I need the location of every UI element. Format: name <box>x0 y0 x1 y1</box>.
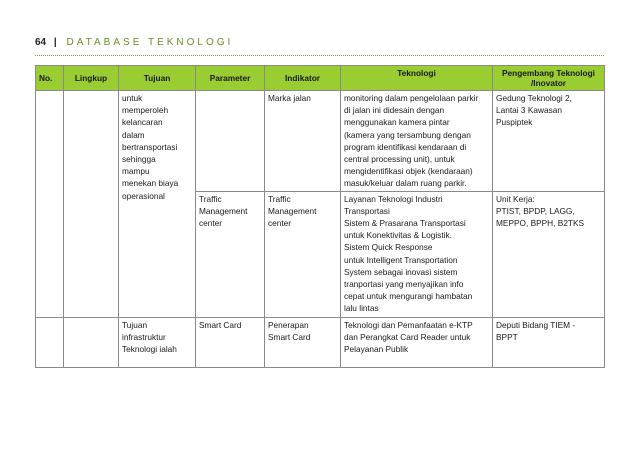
column-header-pengembang: Pengembang Teknologi /Inovator <box>493 66 605 91</box>
cell-lingkup <box>64 317 119 367</box>
cell-no <box>36 317 64 367</box>
cell-indikator: Marka jalan <box>265 91 341 192</box>
cell-tujuan: untuk memperoleh kelancaran dalam bertransportasi sehingga mampu menekan biaya operasional <box>119 91 196 318</box>
column-header-teknologi: Teknologi <box>341 66 493 91</box>
cell-pengembang: Unit Kerja: PTIST, BPDP, LAGG, MEPPO, BPPH, B2TKS <box>493 191 605 317</box>
table-row <box>36 91 605 192</box>
column-header-parameter: Parameter <box>196 66 265 91</box>
cell-teknologi: Layanan Teknologi Industri Transportasi Sistem & Prasarana Transportasi untuk Konektivitas & Logistik. Sistem Quick Response untuk Intelligent Transportation System sebagai inovasi sistem tranportasi yang menyajikan info cepat untuk mengurangi hambatan lalu lintas <box>341 191 493 317</box>
cell-parameter: Smart Card <box>196 317 265 367</box>
table-header-row <box>36 66 605 91</box>
cell-tujuan: Tujuan infrastruktur Teknologi ialah <box>119 317 196 367</box>
cell-no <box>36 91 64 318</box>
cell-teknologi: Teknologi dan Pemanfaatan e-KTP dan Perangkat Card Reader untuk Pelayanan Publik <box>341 317 493 367</box>
technology-table <box>35 65 605 368</box>
column-header-lingkup: Lingkup <box>64 66 119 91</box>
header-separator: | <box>53 37 57 48</box>
document-title: DATABASE TEKNOLOGI <box>66 37 234 48</box>
column-header-indikator: Indikator <box>265 66 341 91</box>
cell-lingkup <box>64 91 119 318</box>
page-number: 64 <box>35 37 47 48</box>
cell-pengembang: Deputi Bidang TIEM - BPPT <box>493 317 605 367</box>
page-header <box>35 37 233 48</box>
cell-indikator: Penerapan Smart Card <box>265 317 341 367</box>
cell-indikator: Traffic Management center <box>265 191 341 317</box>
cell-parameter: Traffic Management center <box>196 191 265 317</box>
table-row <box>36 317 605 367</box>
header-divider <box>35 55 604 56</box>
column-header-tujuan: Tujuan <box>119 66 196 91</box>
cell-parameter <box>196 91 265 192</box>
cell-pengembang: Gedung Teknologi 2, Lantai 3 Kawasan Puspiptek <box>493 91 605 192</box>
column-header-no: No. <box>36 66 64 91</box>
cell-teknologi: monitoring dalam pengelolaan parkir di jalan ini didesain dengan menggunakan kamera pintar (kamera yang tersambung dengan program identifikasi kendaraan di central processing unit), untuk mengidentifikasi objek (kendaraan) masuk/keluar dalam ruang parkir. <box>341 91 493 192</box>
